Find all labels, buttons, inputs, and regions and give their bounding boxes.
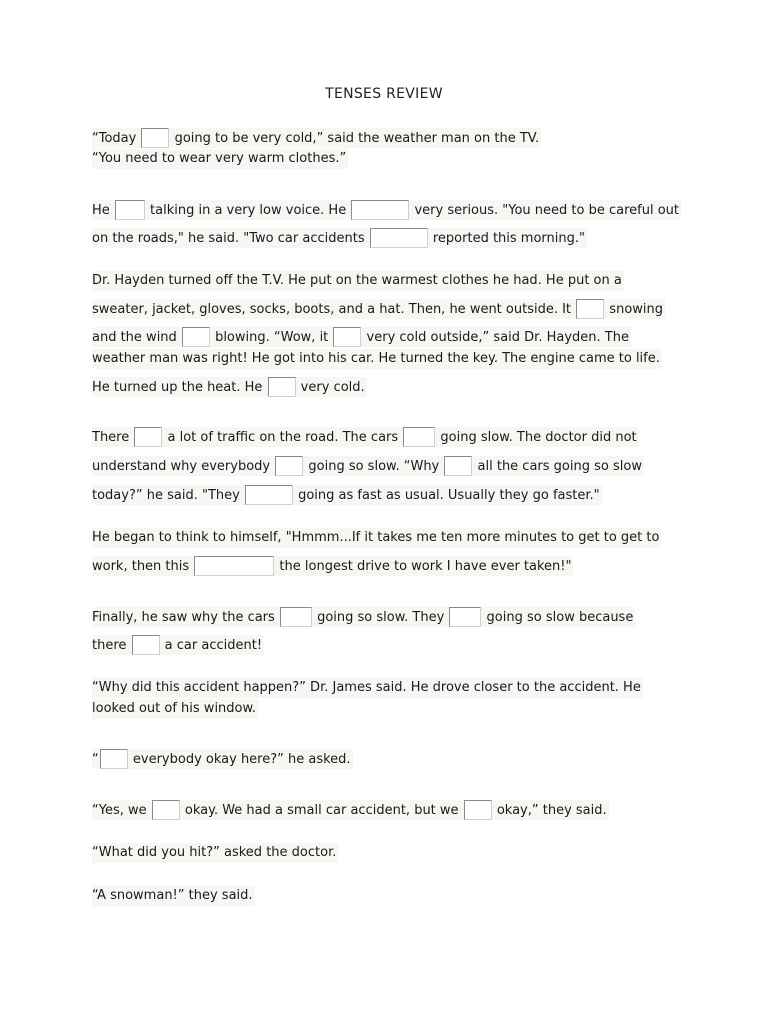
text-line [92,528,661,548]
text-line [92,200,681,220]
text-line [92,327,631,347]
text-line [92,843,338,863]
text-line [92,800,609,820]
text-line [92,749,353,769]
line-text: “Today [92,131,141,146]
answer-blank-input[interactable] [351,200,409,220]
answer-blank-input[interactable] [576,299,604,319]
line-text: blowing. “Wow, it [210,330,333,345]
text-line [92,699,258,719]
text-line [92,678,643,698]
answer-blank-input[interactable] [280,607,312,627]
answer-blank-input[interactable] [115,200,145,220]
line-text: there [92,638,131,653]
answer-blank-input[interactable] [132,635,160,655]
line-text: He [92,203,114,218]
answer-blank-input[interactable] [275,456,303,476]
line-text: work, then this [92,559,194,574]
text-line [92,635,264,655]
line-text: all the cars going so slow [473,459,642,474]
answer-blank-input[interactable] [141,128,169,148]
line-text: He turned up the heat. He [92,380,267,395]
line-text: weather man was right! He got into his car. He turned the key. The engine came to life. [92,351,660,366]
answer-blank-input[interactable] [464,800,492,820]
text-line [92,149,348,169]
answer-blank-input[interactable] [403,427,435,447]
answer-blank-input[interactable] [152,800,180,820]
text-line [92,485,602,505]
text-line [92,349,662,369]
line-text: talking in a very low voice. He [145,203,351,218]
line-text: very serious. "You need to be careful out [410,203,680,218]
line-text: going as fast as usual. Usually they go faster." [293,488,600,503]
line-text: “A snowman!” they said. [92,888,253,903]
line-text: “What did you hit?” asked the doctor. [92,845,337,860]
text-line [92,128,541,148]
answer-blank-input[interactable] [449,607,481,627]
answer-blank-input[interactable] [245,485,293,505]
text-line [92,456,644,476]
text-line [92,556,573,576]
answer-blank-input[interactable] [134,427,162,447]
line-text: sweater, jacket, gloves, socks, boots, and a hat. Then, he went outside. It [92,302,576,317]
line-text: “Yes, we [92,803,151,818]
line-text: going so slow. They [312,610,449,625]
answer-blank-input[interactable] [194,556,274,576]
line-text: “Why did this accident happen?” Dr. James said. He drove closer to the accident. He [92,680,641,695]
answer-blank-input[interactable] [182,327,210,347]
line-text: looked out of his window. [92,701,257,716]
text-line [92,271,624,291]
line-text: okay. We had a small car accident, but we [180,803,463,818]
line-text: reported this morning." [428,231,585,246]
line-text: a car accident! [160,638,263,653]
text-line [92,228,587,248]
line-text: going to be very cold,” said the weather man on the TV. [170,131,540,146]
line-text: Finally, he saw why the cars [92,610,279,625]
line-text: very cold. [296,380,365,395]
line-text: “ [92,752,99,767]
line-text: going so slow. “Why [304,459,444,474]
text-line [92,607,635,627]
line-text: Dr. Hayden turned off the T.V. He put on the warmest clothes he had. He put on a [92,273,622,288]
line-text: okay,” they said. [492,803,607,818]
text-line [92,427,639,447]
line-text: very cold outside,” said Dr. Hayden. The [362,330,629,345]
text-line [92,299,665,319]
answer-blank-input[interactable] [444,456,472,476]
line-text: and the wind [92,330,181,345]
line-text: on the roads," he said. "Two car accidents [92,231,369,246]
line-text: snowing [605,302,664,317]
line-text: going slow. The doctor did not [436,430,637,445]
answer-blank-input[interactable] [370,228,428,248]
answer-blank-input[interactable] [333,327,361,347]
line-text: understand why everybody [92,459,275,474]
text-line [92,886,255,906]
line-text: going so slow because [482,610,634,625]
line-text: a lot of traffic on the road. The cars [163,430,403,445]
page-title: TENSES REVIEW [325,86,443,102]
answer-blank-input[interactable] [268,377,296,397]
line-text: He began to think to himself, "Hmmm...If it takes me ten more minutes to get to get to [92,530,660,545]
line-text: everybody okay here?” he asked. [128,752,351,767]
line-text: There [92,430,134,445]
text-line [92,377,367,397]
line-text: the longest drive to work I have ever taken!" [275,559,572,574]
answer-blank-input[interactable] [100,749,128,769]
line-text: today?” he said. "They [92,488,244,503]
line-text: “You need to wear very warm clothes.” [92,151,347,166]
